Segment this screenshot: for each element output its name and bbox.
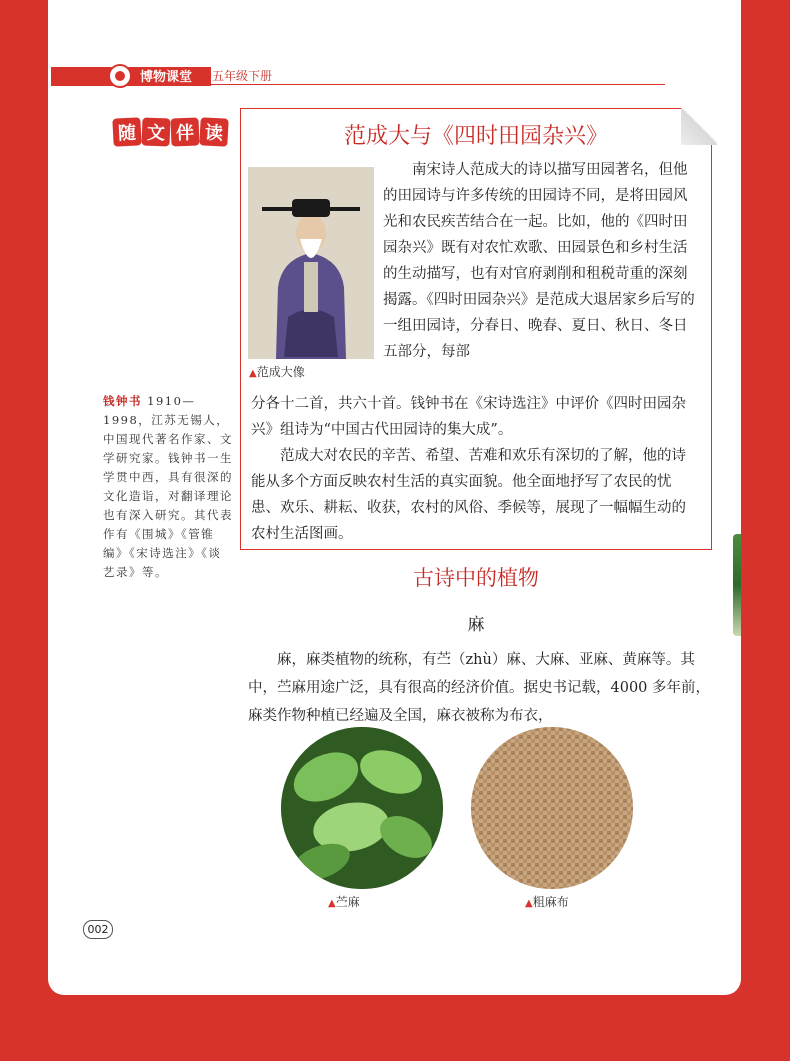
section-title: 古诗中的植物 — [413, 566, 539, 590]
grade-label: 五年级下册 — [212, 69, 273, 83]
section-subtitle: 麻 — [467, 615, 485, 635]
planet-logo-icon — [108, 64, 132, 88]
second-paragraph: 范成大对农民的辛苦、希望、苦难和欢乐有深切的了解，他的诗能从多个方面反映农村生活的真实面貌。他全面地抒写了农民的忧患、欢乐、耕耘、收获，农村的风俗、季候等，展现了一幅幅生动的农村生活图画。 — [251, 448, 686, 542]
burlap-caption — [525, 893, 569, 910]
intro-paragraph: 南宋诗人范成大的诗以描写田园著名，但他的田园诗与许多传统的田园诗不同，是将田园风光和农民疾苦结合在一起。比如，他的《四时田园杂兴》既有对农忙欢歌、田园景色和乡村生活的生动描写，也有对官府剥削和租税苛重的深刻揭露。《四时田园杂兴》是范成大退居家乡后写的一组田园诗，分春日、晚春、夏日、秋日、冬日五部分，每部 — [383, 162, 695, 360]
card-title: 范成大与《四时田园杂兴》 — [343, 124, 608, 149]
tag-char: 文 — [142, 118, 171, 147]
tag-char: 读 — [199, 117, 228, 146]
side-note — [103, 392, 233, 582]
triangle-marker-icon: ▲ — [328, 898, 336, 909]
burlap-caption-text: 粗麻布 — [532, 895, 569, 909]
reading-tag — [113, 118, 229, 146]
page — [48, 0, 741, 995]
ramie-caption-text: 苎麻 — [335, 895, 360, 909]
tag-char: 伴 — [171, 118, 200, 147]
side-note-name: 钱钟书 — [103, 394, 142, 408]
section-body — [248, 646, 712, 730]
side-note-text: 1910—1998，江苏无锡人，中国现代著名作家、文学研究家。钱钟书一生学贯中西，具有很深的文化造诣，对翻译理论也有深入研究。其代表作有《围城》《管锥编》《宋诗选注》《谈艺录》等。 — [103, 394, 233, 579]
ramie-plant-image — [281, 727, 443, 889]
triangle-marker-icon: ▲ — [525, 898, 533, 909]
ramie-caption — [328, 893, 360, 910]
burlap-image — [471, 727, 633, 889]
triangle-marker-icon: ▲ — [249, 368, 257, 379]
intro-paragraph-continued: 分各十二首，共六十首。钱钟书在《宋诗选注》中评价《四时田园杂兴》组诗为“中国古代田园诗的集大成”。 — [251, 396, 686, 438]
landscape-edge-decoration — [733, 534, 741, 636]
tag-char: 随 — [112, 117, 141, 146]
card-body — [241, 157, 709, 547]
series-title: 博物课堂 — [140, 70, 193, 85]
header-divider — [211, 84, 665, 85]
portrait-caption-text: 范成大像 — [256, 365, 305, 379]
article-card — [240, 108, 712, 550]
page-number: 002 — [83, 920, 113, 939]
section-paragraph: 麻，麻类植物的统称，有苎（zhù）麻、大麻、亚麻、黄麻等。其中，苎麻用途广泛，具有很高的经济价值。据史书记载，4000 多年前，麻类作物种植已经遍及全国，麻衣被称为布衣， — [248, 652, 711, 724]
